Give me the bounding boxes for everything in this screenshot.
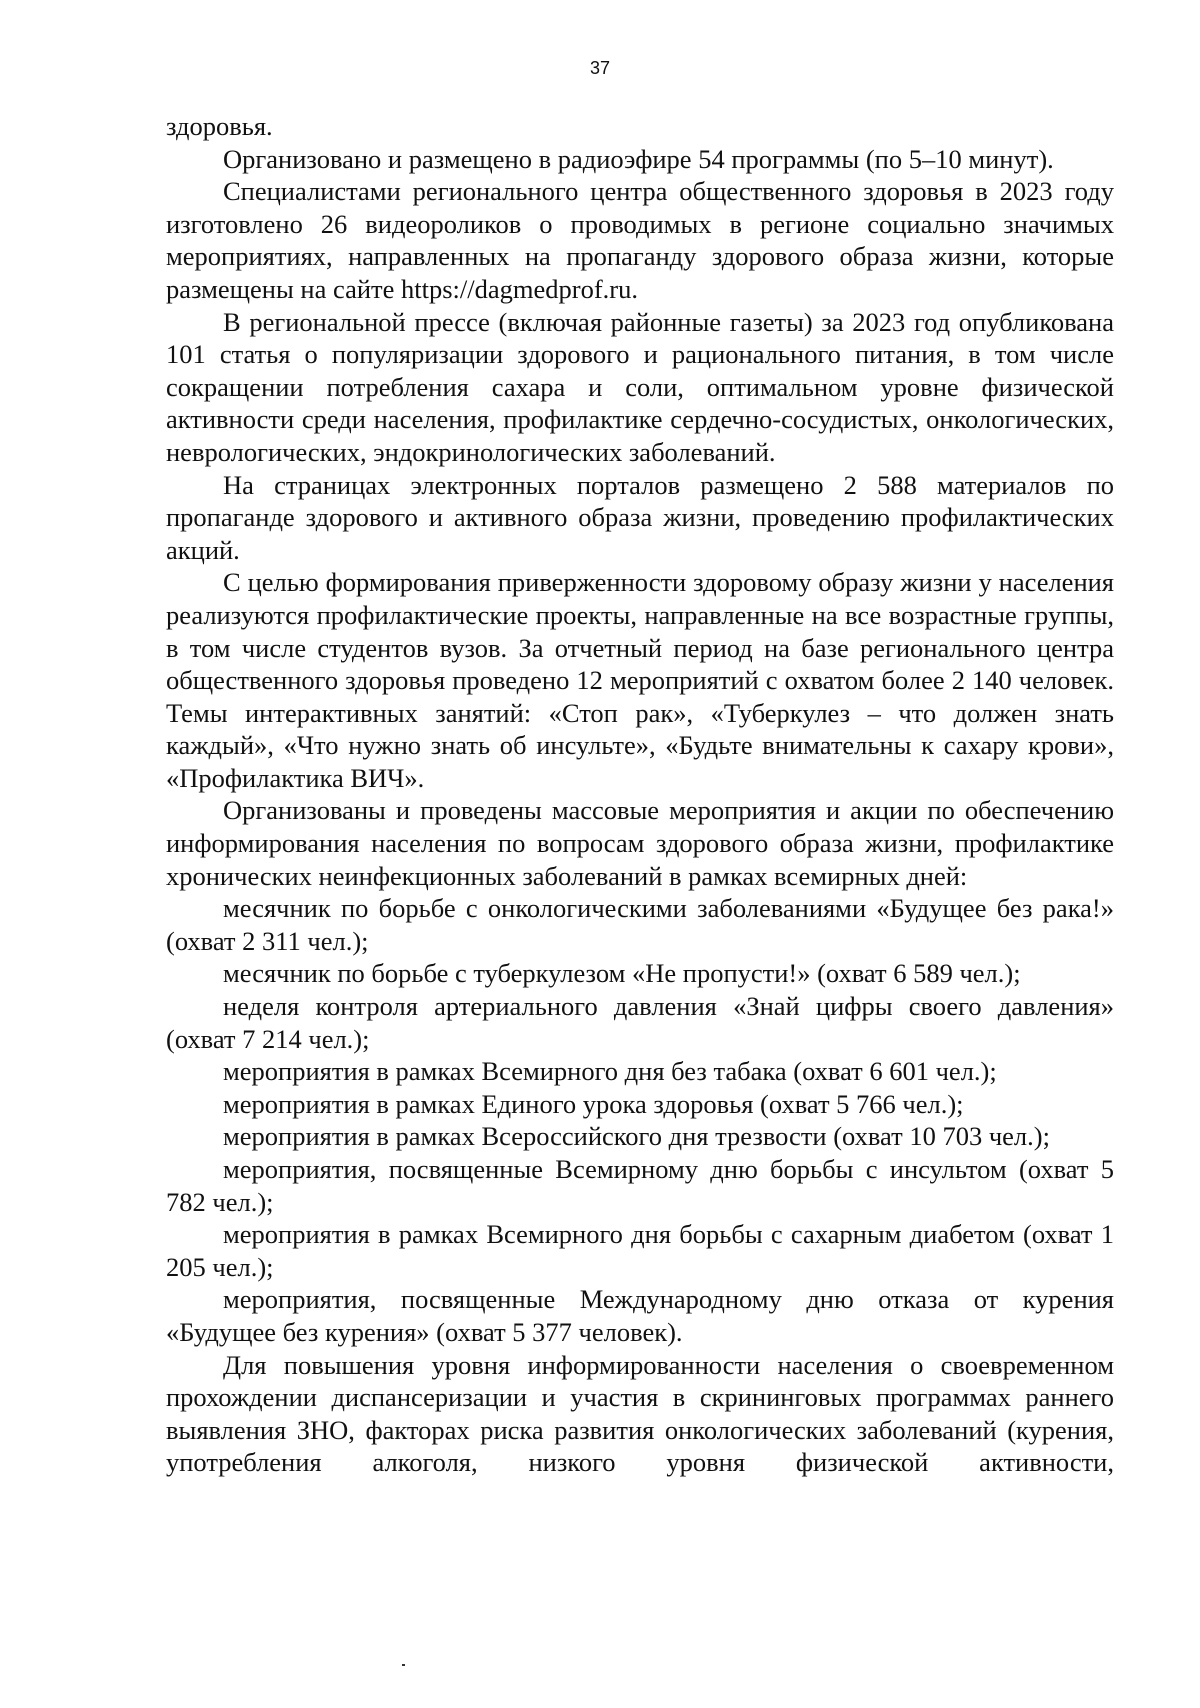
list-item: месячник по борьбе с туберкулезом «Не пропусти!» (охват 6 589 чел.);: [223, 958, 1021, 989]
document-body: [166, 110, 1114, 1479]
paragraph: Для повышения уровня информированности населения о своевременном прохождении диспансеризации и участия в скрининговых программах раннего выявления ЗНО, факторах риска развития онкологических заболеваний (курения, употребления алкоголя, низкого уровня физической активности,: [166, 1349, 1114, 1478]
scan-dot: [402, 1664, 405, 1666]
list-item: мероприятия, посвященные Всемирному дню борьбы с инсультом (охват 5 782 чел.);: [166, 1154, 1114, 1217]
paragraph: Организовано и размещено в радиоэфире 54 программы (по 5–10 минут).: [223, 143, 1054, 174]
list-item: мероприятия в рамках Единого урока здоровья (охват 5 766 чел.);: [223, 1088, 964, 1119]
list-item: неделя контроля артериального давления «Знай цифры своего давления» (охват 7 214 чел.);: [166, 991, 1114, 1054]
list-item: мероприятия в рамках Всемирного дня без табака (охват 6 601 чел.);: [223, 1056, 997, 1087]
paragraph: Специалистами регионального центра общественного здоровья в 2023 году изготовлено 26 видеороликов о проводимых в регионе социально значимых мероприятиях, направленных на пропаганду здорового образа жизни, которые размещены на сайте https://dagmedprof.ru.: [166, 176, 1114, 304]
list-item: месячник по борьбе с онкологическими заболеваниями «Будущее без рака!» (охват 2 311 чел.);: [166, 893, 1114, 956]
paragraph: С целью формирования приверженности здоровому образу жизни у населения реализуются профилактические проекты, направленные на все возрастные группы, в том числе студентов вузов. За отчетный период на базе регионального центра общественного здоровья проведено 12 мероприятий с охватом более 2 140 человек. Темы интерактивных занятий: «Стоп рак», «Туберкулез – что должен знать каждый», «Что нужно знать об инсульте», «Будьте внимательны к сахару крови», «Профилактика ВИЧ».: [166, 567, 1114, 793]
paragraph: На страницах электронных порталов размещено 2 588 материалов по пропаганде здорового и активного образа жизни, проведению профилактических акций.: [166, 469, 1114, 565]
paragraph: В региональной прессе (включая районные газеты) за 2023 год опубликована 101 статья о популяризации здорового и рационального питания, в том числе сокращении потребления сахара и соли, оптимальном уровне физической активности среди населения, профилактике сердечно-сосудистых, онкологических, неврологических, эндокринологических заболеваний.: [166, 306, 1114, 467]
list-item: мероприятия в рамках Всероссийского дня трезвости (охват 10 703 чел.);: [223, 1121, 1050, 1152]
paragraph-continuation: здоровья.: [166, 111, 273, 141]
list-item: мероприятия, посвященные Международному дню отказа от курения «Будущее без курения» (охват 5 377 человек).: [166, 1284, 1114, 1347]
paragraph: Организованы и проведены массовые мероприятия и акции по обеспечению информирования населения по вопросам здорового образа жизни, профилактике хронических неинфекционных заболеваний в рамках всемирных дней:: [166, 795, 1114, 891]
page-number: 37: [589, 58, 611, 78]
list-item: мероприятия в рамках Всемирного дня борьбы с сахарным диабетом (охват 1 205 чел.);: [166, 1219, 1114, 1282]
